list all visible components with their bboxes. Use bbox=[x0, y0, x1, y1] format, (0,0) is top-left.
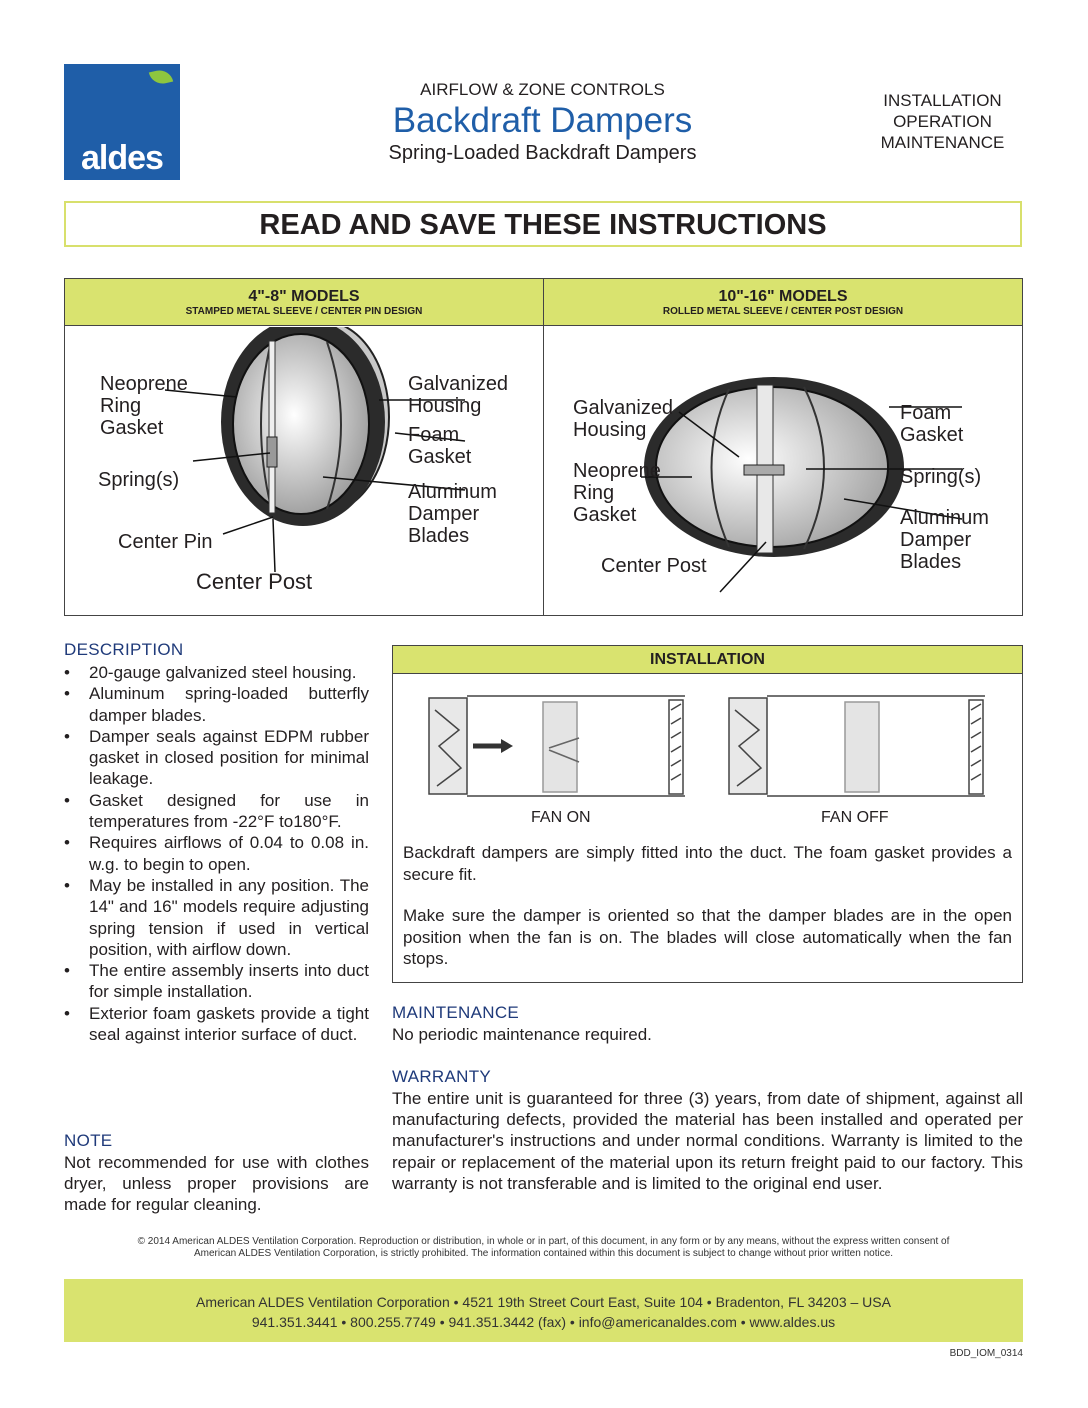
description-heading: DESCRIPTION bbox=[64, 640, 184, 659]
label-galvanized-housing-large bbox=[573, 397, 673, 441]
list-item: • Exterior foam gaskets provide a tight seal against interior surface of duct. bbox=[64, 1003, 369, 1046]
list-item: • Requires airflows of 0.04 to 0.08 in. w.g. to begin to open. bbox=[64, 832, 369, 875]
footer-address: American ALDES Ventilation Corporation • 4521 19th Street Court East, Suite 104 • Bradenton, FL 34203 – USA bbox=[196, 1294, 891, 1310]
label-line: Gasket bbox=[573, 504, 637, 526]
installation-text-2: Make sure the damper is oriented so that the damper blades are in the open position when the fan is on. The blades will close automatically when the fan stops. bbox=[403, 906, 1012, 968]
label-spring: Spring(s) bbox=[98, 469, 180, 491]
label-line: Ring bbox=[573, 482, 615, 504]
list-item: • May be installed in any position. The 14" and 16" models require adjusting spring tension if used in vertical position, with airflow down. bbox=[64, 875, 369, 960]
label-line: Gasket bbox=[900, 424, 964, 446]
label-galvanized-housing bbox=[408, 373, 508, 417]
label-line: Galvanized bbox=[408, 373, 509, 395]
maintenance-section bbox=[392, 1003, 1023, 1045]
page-title: Backdraft Dampers bbox=[392, 101, 693, 140]
label-center-pin: Center Pin bbox=[118, 531, 213, 553]
doc-type-line: MAINTENANCE bbox=[880, 133, 1005, 152]
list-item: • 20-gauge galvanized steel housing. bbox=[64, 662, 369, 683]
description-section bbox=[64, 640, 369, 1045]
contact-footer bbox=[64, 1279, 1023, 1342]
label-line: Damper bbox=[408, 503, 480, 525]
label-line: Galvanized bbox=[573, 397, 674, 419]
right-model-header bbox=[544, 279, 1022, 326]
document-type bbox=[860, 90, 1025, 153]
label-line: Gasket bbox=[408, 446, 472, 468]
left-model-title: 4"-8" MODELS bbox=[248, 288, 360, 305]
label-foam-gasket-large bbox=[900, 402, 963, 446]
right-model-subtitle: ROLLED METAL SLEEVE / CENTER POST DESIGN bbox=[662, 306, 904, 317]
label-line: Blades bbox=[408, 525, 470, 547]
label-foam-gasket bbox=[408, 424, 471, 468]
label-neoprene-gasket bbox=[100, 373, 188, 439]
page-subtitle: Spring-Loaded Backdraft Dampers bbox=[388, 142, 697, 164]
label-line: Housing bbox=[408, 395, 482, 417]
instructions-banner: READ AND SAVE THESE INSTRUCTIONS bbox=[64, 201, 1022, 247]
fan-diagram bbox=[423, 690, 993, 810]
note-heading: NOTE bbox=[64, 1131, 113, 1150]
document-id: BDD_IOM_0314 bbox=[949, 1348, 1023, 1359]
warranty-heading: WARRANTY bbox=[392, 1067, 492, 1086]
aldes-logo bbox=[64, 64, 180, 180]
fan-on-duct bbox=[429, 696, 685, 796]
label-line: Aluminum bbox=[408, 481, 497, 503]
installation-heading: INSTALLATION bbox=[393, 646, 1022, 674]
list-item: • Aluminum spring-loaded butterfly damper blades. bbox=[64, 683, 369, 726]
label-line: Neoprene bbox=[100, 373, 188, 395]
label-line: Blades bbox=[900, 551, 962, 573]
label-center-post: Center Post bbox=[196, 569, 313, 594]
copyright-notice bbox=[64, 1236, 1023, 1260]
label-line: Aluminum bbox=[900, 507, 989, 529]
models-panel bbox=[64, 278, 1023, 616]
fan-on-label: FAN ON bbox=[531, 809, 591, 826]
list-item: • Damper seals against EDPM rubber gasket in closed position for minimal leakage. bbox=[64, 726, 369, 790]
installation-panel bbox=[392, 645, 1023, 983]
left-model-header bbox=[65, 279, 543, 326]
label-line: Foam bbox=[408, 424, 460, 446]
right-model-title: 10"-16" MODELS bbox=[718, 288, 848, 305]
copyright-line: © 2014 American ALDES Ventilation Corporation. Reproduction or distribution, in whole or in part, of this document, in any form or by any means, without the express written consent of bbox=[137, 1236, 950, 1247]
label-line: Gasket bbox=[100, 417, 164, 439]
installation-text-1: Backdraft dampers are simply fitted into the duct. The foam gasket provides a secure fit. bbox=[403, 843, 1012, 884]
logo-wordmark: aldes bbox=[81, 139, 163, 177]
label-line: Ring bbox=[100, 395, 142, 417]
label-line: Foam bbox=[900, 402, 952, 424]
description-list bbox=[64, 662, 369, 1045]
label-line: Housing bbox=[573, 419, 647, 441]
warranty-section bbox=[392, 1067, 1023, 1194]
list-item: • The entire assembly inserts into duct for simple installation. bbox=[64, 960, 369, 1003]
header-kicker: AIRFLOW & ZONE CONTROLS bbox=[420, 80, 665, 99]
label-line: Neoprene bbox=[573, 460, 661, 482]
fan-off-duct bbox=[729, 696, 985, 796]
label-aluminum-blades-large bbox=[900, 507, 989, 573]
list-item: • Gasket designed for use in temperatures from -22°F to180°F. bbox=[64, 790, 369, 833]
copyright-line: American ALDES Ventilation Corporation, is strictly prohibited. The information contained within this document is subject to change without prior written notice. bbox=[193, 1248, 894, 1259]
label-neoprene-gasket-large bbox=[573, 460, 661, 526]
label-spring-large: Spring(s) bbox=[900, 466, 982, 488]
footer-contacts: 941.351.3441 • 800.255.7749 • 941.351.3442 (fax) • info@americanaldes.com • www.aldes.us bbox=[251, 1314, 836, 1330]
doc-type-line: INSTALLATION bbox=[883, 91, 1002, 110]
maintenance-text: No periodic maintenance required. bbox=[392, 1025, 652, 1044]
leaf-icon bbox=[149, 68, 173, 86]
warranty-text: The entire unit is guaranteed for three (3) years, from date of shipment, against all manufacturing defects, provided the material has been installed and operated per manufacturer's instructions and under normal conditions. Warranty is limited to the repair or replacement of the material upon its return freight paid to our factory. This warranty is not transferable and is limited to the original end user. bbox=[392, 1089, 1023, 1193]
doc-type-line: OPERATION bbox=[893, 112, 992, 131]
fan-off-label: FAN OFF bbox=[821, 809, 889, 826]
maintenance-heading: MAINTENANCE bbox=[392, 1003, 520, 1022]
note-text: Not recommended for use with clothes dryer, unless proper provisions are made for regular cleaning. bbox=[64, 1153, 369, 1214]
left-model-subtitle: STAMPED METAL SLEEVE / CENTER PIN DESIGN bbox=[185, 306, 423, 317]
label-center-post-large: Center Post bbox=[601, 555, 707, 577]
label-line: Damper bbox=[900, 529, 972, 551]
label-aluminum-blades bbox=[408, 481, 497, 547]
note-section bbox=[64, 1131, 369, 1215]
